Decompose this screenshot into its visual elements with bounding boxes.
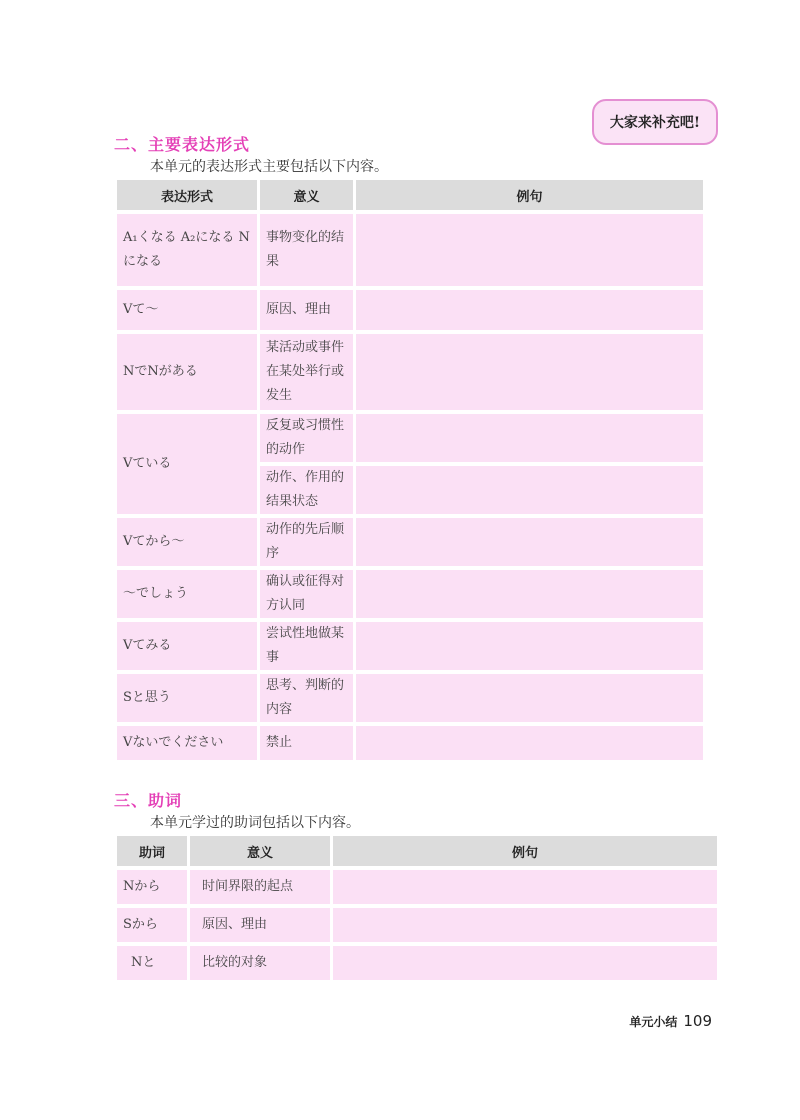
form-cell: A₁くなる A₂になる Nになる xyxy=(117,214,257,286)
example-cell xyxy=(356,214,703,286)
meaning-cell: 尝试性地做某事 xyxy=(260,622,353,670)
example-cell xyxy=(356,466,703,514)
table-row xyxy=(117,946,717,980)
table-row xyxy=(117,908,717,942)
table-row xyxy=(117,518,703,566)
table-row xyxy=(117,334,703,410)
table-row xyxy=(117,726,703,760)
meaning-cell: 动作的先后顺序 xyxy=(260,518,353,566)
meaning-cell: 禁止 xyxy=(260,726,353,760)
example-cell xyxy=(356,290,703,330)
speech-bubble-text: 大家来补充吧! xyxy=(609,115,701,131)
speech-bubble xyxy=(592,99,718,145)
section-intro-expressions: 本单元的表达形式主要包括以下内容。 xyxy=(150,159,388,175)
form-cell: Vないでください xyxy=(117,726,257,760)
meaning-cell: 确认或征得对方认同 xyxy=(260,570,353,618)
form-cell: Vてから～ xyxy=(117,518,257,566)
example-cell xyxy=(356,622,703,670)
table-row xyxy=(117,214,703,286)
example-cell xyxy=(356,334,703,410)
table-row xyxy=(117,290,703,330)
section-intro-particles: 本单元学过的助词包括以下内容。 xyxy=(150,815,360,831)
header-meaning: 意义 xyxy=(260,180,353,210)
meaning-cell: 某活动或事件在某处举行或发生 xyxy=(260,334,353,410)
meaning-cell: 反复或习惯性的动作 xyxy=(260,414,353,462)
expressions-table xyxy=(114,176,706,764)
example-cell xyxy=(356,414,703,462)
meaning-cell: 动作、作用的结果状态 xyxy=(260,466,353,514)
example-cell xyxy=(333,908,717,942)
section-title-particles: 三、助词 xyxy=(114,791,183,810)
meaning-cell: 事物变化的结果 xyxy=(260,214,353,286)
example-cell xyxy=(356,674,703,722)
example-cell xyxy=(356,726,703,760)
particle-cell: Nと xyxy=(117,946,187,980)
particles-table xyxy=(114,832,720,984)
example-cell xyxy=(333,946,717,980)
header-form: 表达形式 xyxy=(117,180,257,210)
particle-cell: Nから xyxy=(117,870,187,904)
table-row xyxy=(117,622,703,670)
example-cell xyxy=(356,570,703,618)
table-row xyxy=(117,674,703,722)
table-row xyxy=(117,570,703,618)
form-cell: Vている xyxy=(117,414,257,514)
header-example: 例句 xyxy=(333,836,717,866)
form-cell: ～でしょう xyxy=(117,570,257,618)
page-footer xyxy=(629,1012,712,1030)
form-cell: Vて～ xyxy=(117,290,257,330)
footer-label: 单元小结 xyxy=(629,1015,678,1029)
meaning-cell: 思考、判断的内容 xyxy=(260,674,353,722)
form-cell: Sと思う xyxy=(117,674,257,722)
meaning-cell: 原因、理由 xyxy=(190,908,330,942)
header-example: 例句 xyxy=(356,180,703,210)
example-cell xyxy=(333,870,717,904)
table-header-row xyxy=(117,180,703,210)
meaning-cell: 比较的对象 xyxy=(190,946,330,980)
header-particle: 助词 xyxy=(117,836,187,866)
example-cell xyxy=(356,518,703,566)
table-header-row xyxy=(117,836,717,866)
table-row xyxy=(117,870,717,904)
header-meaning: 意义 xyxy=(190,836,330,866)
page-number: 109 xyxy=(683,1012,712,1030)
form-cell: NでNがある xyxy=(117,334,257,410)
form-cell: Vてみる xyxy=(117,622,257,670)
particle-cell: Sから xyxy=(117,908,187,942)
section-title-expressions: 二、主要表达形式 xyxy=(114,135,251,154)
meaning-cell: 时间界限的起点 xyxy=(190,870,330,904)
table-row xyxy=(117,414,703,462)
meaning-cell: 原因、理由 xyxy=(260,290,353,330)
